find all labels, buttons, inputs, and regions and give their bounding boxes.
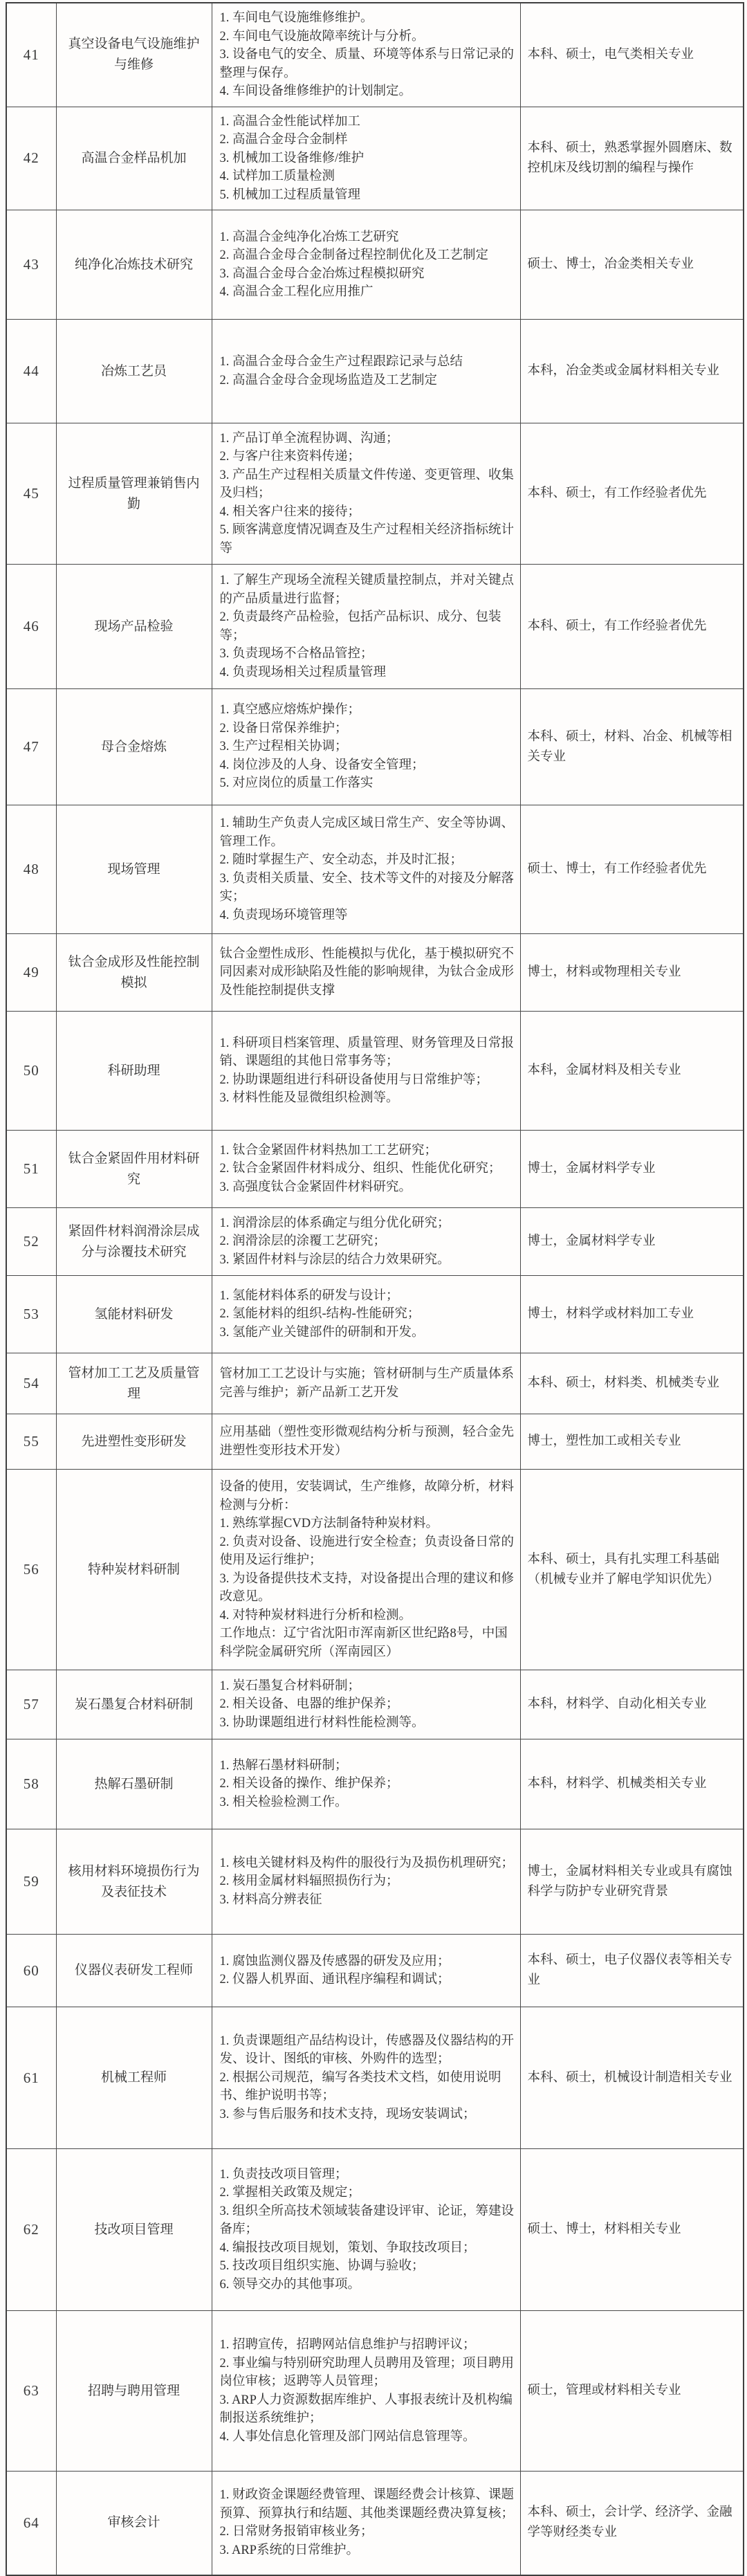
- job-duties-cell: [212, 1276, 520, 1353]
- duty-line: 1. 真空感应熔炼炉操作；: [219, 703, 361, 718]
- duty-line: 2. 相关设备、电器的维护保养；: [219, 1697, 399, 1712]
- table-row: [6, 1470, 744, 1670]
- duty-line: 4. 负责现场环境管理等: [219, 908, 348, 922]
- duty-line: 2. 高温合金母合金现场监造及工艺制定: [219, 373, 438, 387]
- duty-line: 3. 协助课题组进行材料性能检测等。: [219, 1715, 425, 1730]
- job-requirements-cell: 硕士、博士，有工作经验者优先: [520, 805, 744, 934]
- duty-line: 3. 生产过程相关协调；: [219, 740, 348, 754]
- job-title-cell: 核用材料环境损伤行为及表征技术: [56, 1829, 212, 1935]
- job-duties-cell: [212, 565, 520, 689]
- duty-line: 3. 负责现场不合格品管控；: [219, 647, 374, 661]
- job-title-cell: 纯净化冶炼技术研究: [56, 210, 212, 320]
- duty-line: 1. 炭石墨复合材料研制；: [219, 1679, 361, 1693]
- duty-line: 设备的使用，安装调试，生产维修，故障分析，材料检测与分析：: [219, 1480, 515, 1513]
- job-title-cell: 审核会计: [56, 2472, 212, 2575]
- job-requirements-cell: 本科、硕士，具有扎实理工科基础（机械专业并了解电学知识优先）: [520, 1470, 744, 1670]
- row-number-cell: 52: [6, 1208, 56, 1276]
- row-number-cell: 58: [6, 1739, 56, 1829]
- duty-line: 3. ARP人力资源数据库维护、人事报表统计及机构编制报送系统维护；: [219, 2393, 513, 2425]
- table-row: [6, 1935, 744, 2007]
- duty-line: 3. 高温合金母合金冶炼过程模拟研究: [219, 266, 425, 281]
- table-row: [6, 1670, 744, 1739]
- job-title-cell: 技改项目管理: [56, 2149, 212, 2311]
- duty-line: 3. 材料性能及显微组织检测等。: [219, 1091, 399, 1105]
- row-number-cell: 62: [6, 2149, 56, 2311]
- duty-line: 应用基础（塑性变形微观结构分析与预测，轻合金先进塑性变形技术开发）: [219, 1425, 515, 1458]
- duty-line: 钛合金塑性成形、性能模拟与优化，基于模拟研究不同因素对成形缺陷及性能的影响规律，为钛合金成形及性能控制提供支撑: [219, 947, 515, 998]
- job-duties-cell: [212, 3, 520, 107]
- row-number-cell: 47: [6, 689, 56, 805]
- table-row: [6, 934, 744, 1012]
- job-duties-cell: [212, 1829, 520, 1935]
- row-number-cell: 60: [6, 1935, 56, 2007]
- job-duties-cell: [212, 1414, 520, 1470]
- job-title-cell: 过程质量管理兼销售内勤: [56, 423, 212, 565]
- table-row: [6, 107, 744, 210]
- duty-line: 4. 人事处信息化管理及部门网站信息管理等。: [219, 2429, 476, 2444]
- duty-line: 2. 根据公司规范，编写各类技术文档，如使用说明书、维护说明书等；: [219, 2070, 501, 2103]
- duty-line: 2. 协助课题组进行科研设备使用与日常维护等；: [219, 1072, 489, 1087]
- job-requirements-cell: 硕士、博士，材料相关专业: [520, 2149, 744, 2311]
- job-title-cell: 先进塑性变形研发: [56, 1414, 212, 1470]
- duty-line: 2. 高温合金母合金制样: [219, 133, 348, 147]
- job-duties-cell: [212, 320, 520, 423]
- table-row: [6, 1276, 744, 1353]
- duty-line: 1. 财政资金课题经费管理、课题经费会计核算、课题预算、预算执行和结题、其他类课题经费决算复核；: [219, 2488, 515, 2521]
- duty-line: 1. 氢能材料体系的研发与设计；: [219, 1288, 399, 1303]
- job-title-cell: 仪器仪表研发工程师: [56, 1935, 212, 2007]
- job-duties-cell: [212, 210, 520, 320]
- job-duties-cell: [212, 1739, 520, 1829]
- row-number-cell: 61: [6, 2007, 56, 2149]
- duty-line: 2. 氢能材料的组织-结构-性能研究；: [219, 1307, 421, 1322]
- job-requirements-cell: 本科、硕士，机械设计制造相关专业: [520, 2007, 744, 2149]
- job-title-cell: 紧固件材料润滑涂层成分与涂覆技术研究: [56, 1208, 212, 1276]
- row-number-cell: 49: [6, 934, 56, 1012]
- job-duties-cell: [212, 2311, 520, 2472]
- job-duties-cell: [212, 423, 520, 565]
- job-title-cell: 特种炭材料研制: [56, 1470, 212, 1670]
- table-row: [6, 1012, 744, 1131]
- table-row: [6, 3, 744, 107]
- job-title-cell: 氢能材料研发: [56, 1276, 212, 1353]
- row-number-cell: 41: [6, 3, 56, 107]
- duty-line: 2. 日常财务报销审核业务；: [219, 2525, 374, 2539]
- table-row: [6, 1353, 744, 1414]
- duty-line: 5. 机械加工过程质量管理: [219, 188, 361, 202]
- recruitment-positions-table: [6, 2, 744, 2576]
- job-requirements-cell: 本科、硕士，会计学、经济学、金融学等财经类专业: [520, 2472, 744, 2575]
- duty-line: 6. 领导交办的其他事项。: [219, 2277, 361, 2292]
- duty-line: 4. 车间设备维修维护的计划制定。: [219, 84, 412, 98]
- duty-line: 3. 紧固件材料与涂层的结合力效果研究。: [219, 1252, 450, 1267]
- table-row: [6, 2149, 744, 2311]
- table-row: [6, 1739, 744, 1829]
- duty-line: 3. 负责相关质量、安全、技术等文件的对接及分解落实；: [219, 871, 515, 904]
- table-row: [6, 2007, 744, 2149]
- job-title-cell: 管材加工工艺及质量管理: [56, 1353, 212, 1414]
- job-requirements-cell: 本科、硕士，材料类、机械类专业: [520, 1353, 744, 1414]
- duty-line: 2. 润滑涂层的涂覆工艺研究；: [219, 1234, 387, 1249]
- job-title-cell: 钛合金紧固件用材料研究: [56, 1131, 212, 1208]
- job-duties-cell: [212, 2149, 520, 2311]
- duty-line: 3. 参与售后服务和技术支持，现场安装调试；: [219, 2107, 476, 2121]
- table-row: [6, 2311, 744, 2472]
- row-number-cell: 51: [6, 1131, 56, 1208]
- job-requirements-cell: 本科、硕士，有工作经验者优先: [520, 565, 744, 689]
- duty-line: 3. 组织全所高技术领域装备建设评审、论证，筹建设备库；: [219, 2204, 515, 2237]
- duty-line: 2. 事业编与特别研究助理人员聘用及管理；项目聘用岗位审核；返聘等人员管理；: [219, 2356, 515, 2388]
- job-duties-cell: [212, 1208, 520, 1276]
- table-row: [6, 689, 744, 805]
- duty-line: 4. 试样加工质量检测: [219, 170, 335, 183]
- duty-line: 2. 随时掌握生产、安全动态，并及时汇报；: [219, 853, 463, 867]
- job-requirements-cell: 博士，金属材料学专业: [520, 1131, 744, 1208]
- job-requirements-cell: 本科，材料学、自动化相关专业: [520, 1670, 744, 1739]
- job-requirements-cell: 硕士，管理或材料相关专业: [520, 2311, 744, 2472]
- row-number-cell: 48: [6, 805, 56, 934]
- job-requirements-cell: 本科、硕士，材料、冶金、机械等相关专业: [520, 689, 744, 805]
- row-number-cell: 50: [6, 1012, 56, 1131]
- job-requirements-cell: 博士，金属材料学专业: [520, 1208, 744, 1276]
- job-title-cell: 真空设备电气设施维护与维修: [56, 3, 212, 107]
- duty-line: 1. 熟练掌握CVD方法制备特种炭材料。: [219, 1517, 439, 1531]
- row-number-cell: 56: [6, 1470, 56, 1670]
- row-number-cell: 57: [6, 1670, 56, 1739]
- table-row: [6, 2472, 744, 2575]
- duty-line: 5. 对应岗位的质量工作落实: [219, 776, 374, 791]
- duty-line: 1. 钛合金紧固件材料热加工工艺研究；: [219, 1143, 438, 1158]
- job-title-cell: 冶炼工艺员: [56, 320, 212, 423]
- duty-line: 3. 产品生产过程相关质量文件传递、变更管理、收集及归档；: [219, 468, 515, 501]
- duty-line: 1. 科研项目档案管理、质量管理、财务管理及日常报销、课题组的其他日常事务等；: [219, 1036, 515, 1068]
- row-number-cell: 64: [6, 2472, 56, 2575]
- duty-line: 3. 为设备提供技术支持，对设备提出合理的建议和修改意见。: [219, 1571, 515, 1604]
- job-title-cell: 科研助理: [56, 1012, 212, 1131]
- duty-line: 1. 招聘宣传，招聘网站信息维护与招聘评议；: [219, 2338, 476, 2352]
- row-number-cell: 59: [6, 1829, 56, 1935]
- job-requirements-cell: 本科，金属材料及相关专业: [520, 1012, 744, 1131]
- duty-line: 1. 产品订单全流程协调、沟通；: [219, 431, 399, 446]
- job-duties-cell: [212, 1670, 520, 1739]
- job-duties-cell: [212, 1935, 520, 2007]
- duty-line: 2. 车间电气设施故障率统计与分析。: [219, 29, 425, 44]
- duty-line: 1. 负责课题组产品结构设计，传感器及仪器结构的开发、设计、图纸的审核、外购件的选型；: [219, 2034, 515, 2067]
- job-requirements-cell: 博士，金属材料相关专业或具有腐蚀科学与防护专业研究背景: [520, 1829, 744, 1935]
- job-requirements-cell: 本科、硕士，熟悉掌握外圆磨床、数控机床及线切割的编程与操作: [520, 107, 744, 210]
- duty-line: 1. 辅助生产负责人完成区域日常生产、安全等协调、管理工作。: [219, 816, 515, 849]
- duty-line: 4. 编报技改项目规划，策划、争取技改项目；: [219, 2240, 476, 2255]
- duty-line: 4. 负责现场相关过程质量管理: [219, 665, 387, 679]
- duty-line: 4. 相关客户往来的接待；: [219, 504, 361, 519]
- duty-line: 2. 与客户往来资料传递；: [219, 450, 361, 464]
- job-title-cell: 现场产品检验: [56, 565, 212, 689]
- table-row: [6, 320, 744, 423]
- duty-line: 3. 氢能产业关键部件的研制和开发。: [219, 1325, 425, 1340]
- row-number-cell: 55: [6, 1414, 56, 1470]
- job-duties-cell: [212, 1131, 520, 1208]
- duty-line: 1. 负责技改项目管理；: [219, 2167, 348, 2182]
- row-number-cell: 45: [6, 423, 56, 565]
- job-title-cell: 钛合金成形及性能控制模拟: [56, 934, 212, 1012]
- duty-line: 2. 仪器人机界面、通讯程序编程和调试；: [219, 1973, 450, 1986]
- duty-line: 管材加工工艺设计与实施；管材研制与生产质量体系完善与维护；新产品新工艺开发: [219, 1367, 515, 1400]
- job-duties-cell: [212, 2007, 520, 2149]
- table-row: [6, 805, 744, 934]
- job-duties-cell: [212, 1353, 520, 1414]
- duty-line: 2. 核用金属材料辐照损伤行为；: [219, 1874, 399, 1889]
- job-requirements-cell: 本科，材料学、机械类相关专业: [520, 1739, 744, 1829]
- duty-line: 工作地点：辽宁省沈阳市浑南新区世纪路8号，中国科学院金属研究所（浑南园区）: [219, 1627, 508, 1659]
- table-row: [6, 423, 744, 565]
- duty-line: 2. 负责最终产品检验，包括产品标识、成分、包装等；: [219, 610, 501, 643]
- duty-line: 3. 设备电气的安全、质量、环境等体系与日常记录的整理与保存。: [219, 48, 515, 80]
- duty-line: 2. 掌握相关政策及规定；: [219, 2186, 361, 2200]
- duty-line: 5. 顾客满意度情况调查及生产过程相关经济指标统计等: [219, 523, 515, 556]
- duty-line: 3. 相关检验检测工作。: [219, 1795, 348, 1809]
- job-title-cell: 招聘与聘用管理: [56, 2311, 212, 2472]
- job-duties-cell: [212, 2472, 520, 2575]
- duty-line: 2. 设备日常保养维护；: [219, 721, 348, 736]
- duty-line: 1. 腐蚀监测仪器及传感器的研发及应用；: [219, 1954, 450, 1968]
- job-duties-cell: [212, 107, 520, 210]
- row-number-cell: 53: [6, 1276, 56, 1353]
- job-requirements-cell: 本科、硕士，电气类相关专业: [520, 3, 744, 107]
- table-row: [6, 1414, 744, 1470]
- duty-line: 1. 了解生产现场全流程关键质量控制点，并对关键点的产品质量进行监督；: [219, 574, 515, 606]
- duty-line: 1. 高温合金性能试样加工: [219, 114, 361, 129]
- job-duties-cell: [212, 689, 520, 805]
- duty-line: 1. 热解石墨材料研制；: [219, 1758, 348, 1773]
- job-requirements-cell: 博士，材料或物理相关专业: [520, 934, 744, 1012]
- duty-line: 5. 技改项目组织实施、协调与验收；: [219, 2259, 425, 2274]
- duty-line: 2. 高温合金母合金制备过程控制优化及工艺制定: [219, 248, 489, 262]
- job-requirements-cell: 本科，冶金类或金属材料相关专业: [520, 320, 744, 423]
- table-row: [6, 210, 744, 320]
- job-title-cell: 母合金熔炼: [56, 689, 212, 805]
- duty-line: 1. 高温合金纯净化冶炼工艺研究: [219, 230, 399, 244]
- duty-line: 4. 岗位涉及的人身、设备安全管理；: [219, 758, 425, 772]
- row-number-cell: 43: [6, 210, 56, 320]
- duty-line: 3. 材料高分辨表征: [219, 1892, 322, 1907]
- job-title-cell: 炭石墨复合材料研制: [56, 1670, 212, 1739]
- row-number-cell: 63: [6, 2311, 56, 2472]
- duty-line: 4. 对特种炭材料进行分析和检测。: [219, 1608, 412, 1623]
- duty-line: 2. 负责对设备、设施进行安全检查；负责设备日常的使用及运行维护；: [219, 1535, 515, 1567]
- job-duties-cell: [212, 1470, 520, 1670]
- job-title-cell: 机械工程师: [56, 2007, 212, 2149]
- job-duties-cell: [212, 934, 520, 1012]
- recruitment-table-body: [6, 3, 744, 2575]
- job-requirements-cell: 本科、硕士，有工作经验者优先: [520, 423, 744, 565]
- job-title-cell: 现场管理: [56, 805, 212, 934]
- row-number-cell: 54: [6, 1353, 56, 1414]
- job-title-cell: 高温合金样品机加: [56, 107, 212, 210]
- row-number-cell: 46: [6, 565, 56, 689]
- duty-line: 3. 机械加工设备维修/维护: [219, 151, 365, 165]
- duty-line: 4. 高温合金工程化应用推广: [219, 285, 374, 299]
- table-row: [6, 1208, 744, 1276]
- duty-line: 3. 高强度钛合金紧固件材料研究。: [219, 1180, 412, 1194]
- job-requirements-cell: 硕士、博士，冶金类相关专业: [520, 210, 744, 320]
- table-row: [6, 1829, 744, 1935]
- job-title-cell: 热解石墨研制: [56, 1739, 212, 1829]
- duty-line: 3. ARP系统的日常维护。: [219, 2543, 359, 2557]
- job-requirements-cell: 博士，材料学或材料加工专业: [520, 1276, 744, 1353]
- duty-line: 2. 钛合金紧固件材料成分、组织、性能优化研究；: [219, 1162, 501, 1176]
- job-requirements-cell: 本科、硕士，电子仪器仪表等相关专业: [520, 1935, 744, 2007]
- duty-line: 1. 核电关键材料及构件的服役行为及损伤机理研究；: [219, 1856, 515, 1870]
- duty-line: 1. 车间电气设施维修维护。: [219, 11, 374, 25]
- duty-line: 2. 相关设备的操作、维护保养；: [219, 1777, 399, 1791]
- duty-line: 1. 润滑涂层的体系确定与组分优化研究；: [219, 1216, 450, 1230]
- table-row: [6, 1131, 744, 1208]
- table-row: [6, 565, 744, 689]
- job-duties-cell: [212, 805, 520, 934]
- job-requirements-cell: 博士，塑性加工或相关专业: [520, 1414, 744, 1470]
- duty-line: 1. 高温合金母合金生产过程跟踪记录与总结: [219, 355, 463, 369]
- job-duties-cell: [212, 1012, 520, 1131]
- row-number-cell: 44: [6, 320, 56, 423]
- row-number-cell: 42: [6, 107, 56, 210]
